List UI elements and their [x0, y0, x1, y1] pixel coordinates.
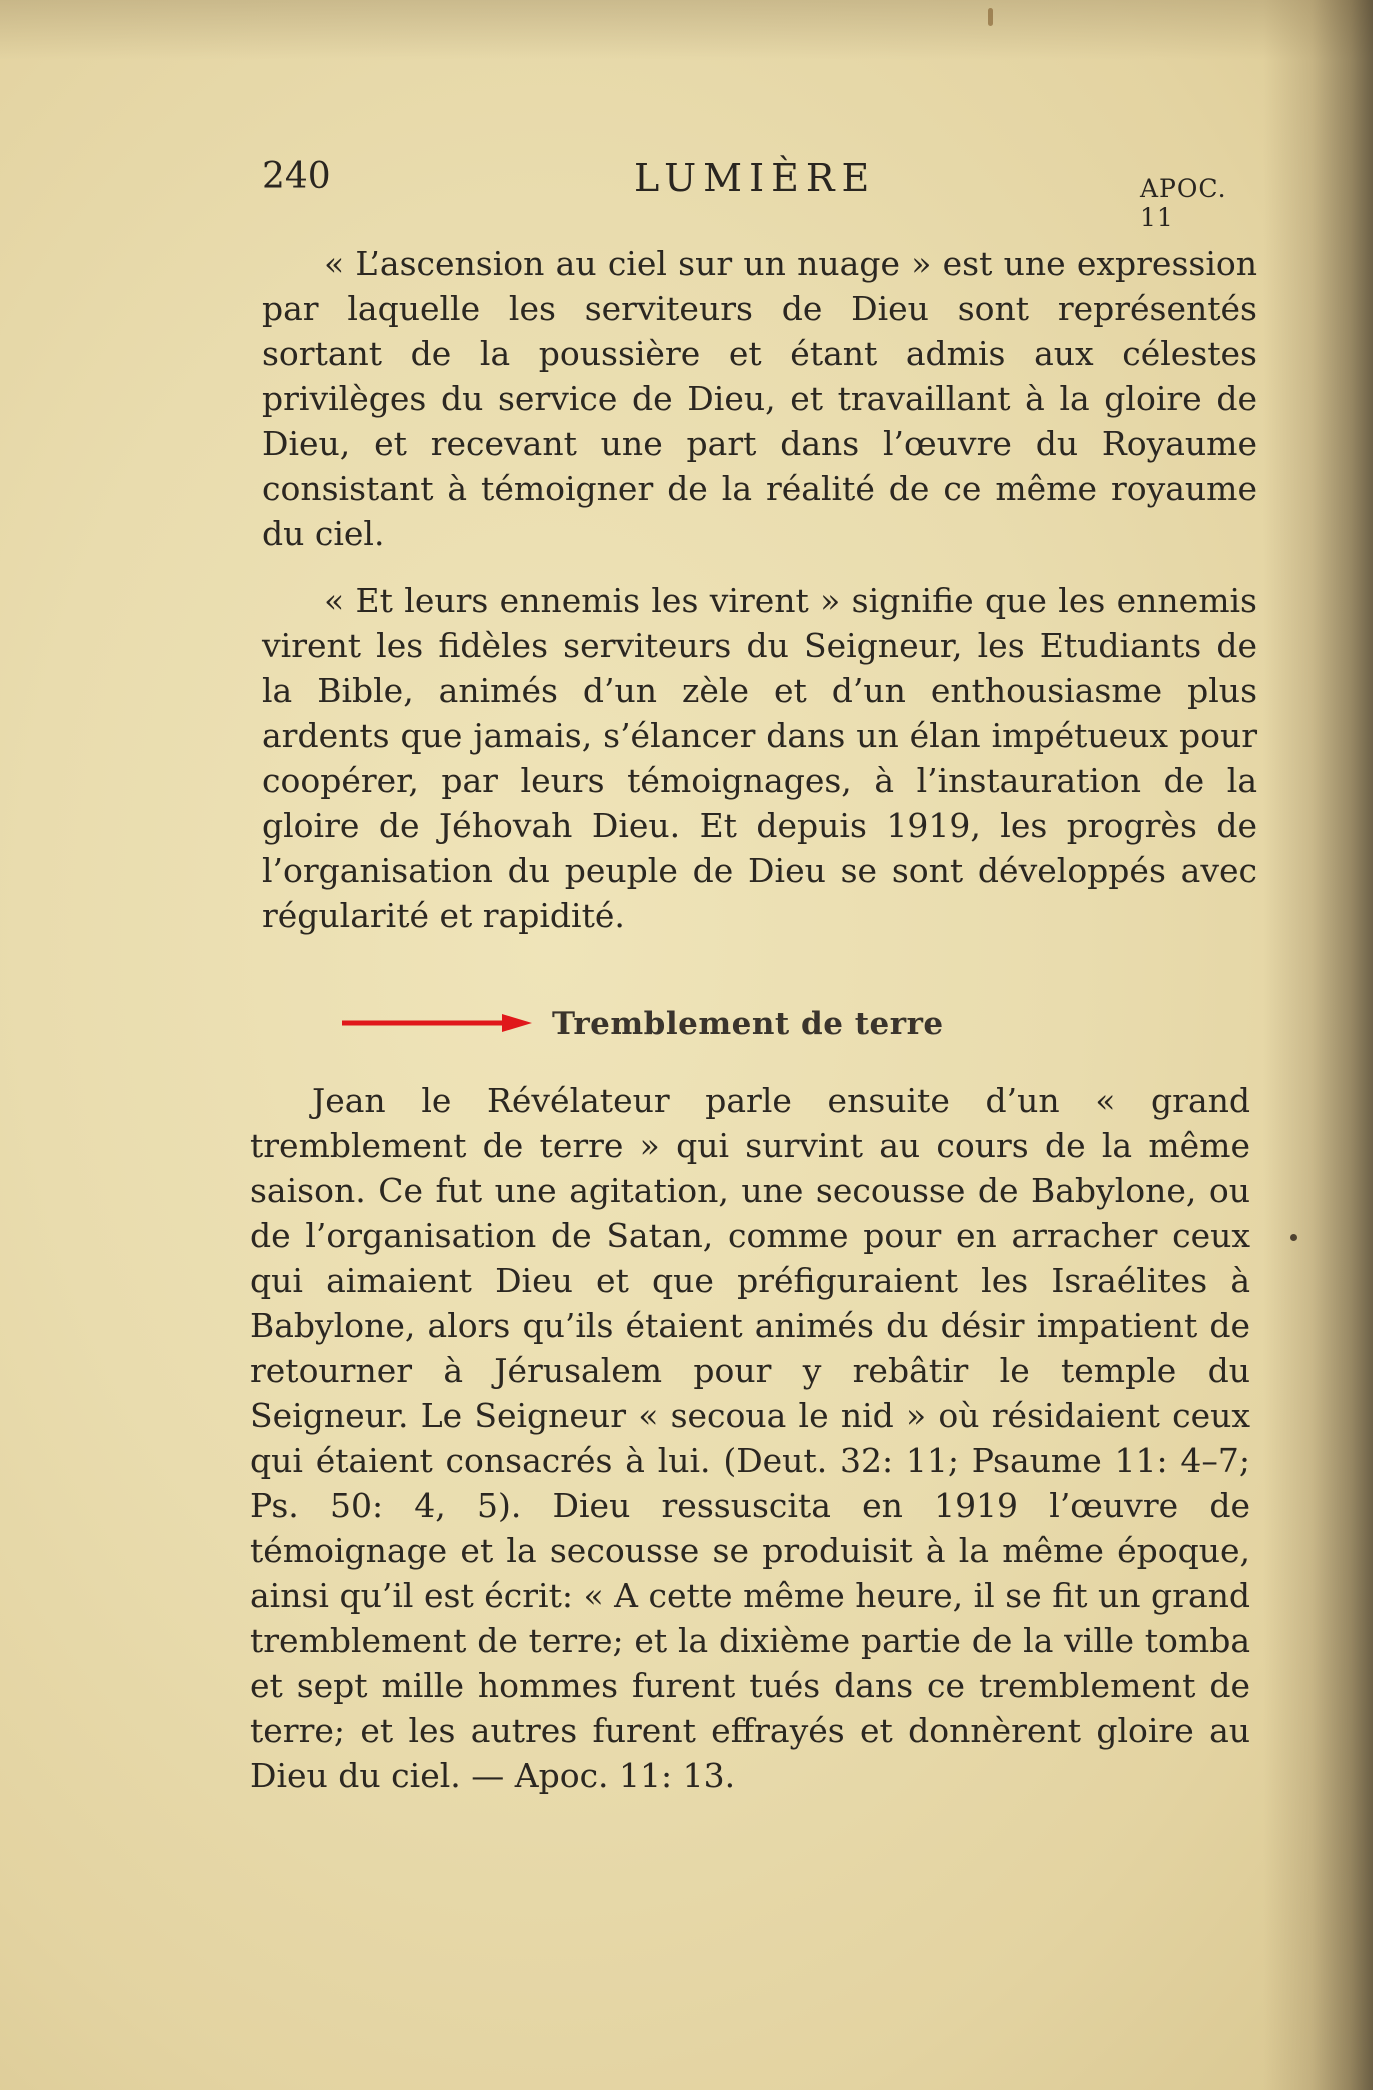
red-arrow-icon — [342, 1011, 532, 1035]
paragraph-text: « Et leurs ennemis les virent » signifie que les ennemis virent les fidèles serviteurs du Seigneur, les Etudiants de la Bible, animés d’un zèle et d’un enthousiasme plus ardents que jamais, s’élancer dans un élan impétueux pour coopérer, par leurs témoignages, à l’instauration de la gloire de Jéhovah Dieu. Et depuis 1919, les progrès de l’organisation du peuple de Dieu se sont développés avec régularité et rapidité. — [262, 581, 1257, 935]
page-number: 240 — [262, 156, 331, 197]
chapter-reference: APOC. 11 — [1140, 174, 1227, 232]
paragraph-text: « L’ascension au ciel sur un nuage » est une expression par laquelle les serviteurs de Dieu sont représentés sortant de la poussière et étant admis aux célestes privilèges du service de Dieu, et travaillant à la gloire de Dieu, et recevant une part dans l’œuvre du Royaume consistant à témoigner de la réalité de ce même royaume du ciel. — [262, 244, 1257, 553]
paragraph-text: Jean le Révélateur parle ensuite d’un « grand tremblement de terre » qui survint au cours de la même saison. Ce fut une agitation, une secousse de Babylone, ou de l’organisation de Satan, comme pour en arracher ceux qui aimaient Dieu et que préfiguraient les Israélites à Babylone, alors qu’ils étaient animés du désir impatient de retourner à Jérusalem pour y rebâtir le temple du Seigneur. Le Seigneur « secoua le nid » où résidaient ceux qui étaient consacrés à lui. (Deut. 32: 11; Psaume 11: 4–7; Ps. 50: 4, 5). Dieu ressuscita en 1919 l’œuvre de témoignage et la secousse se produisit à la même époque, ainsi qu’il est écrit: « A cette même heure, il se fit un grand tremblement de terre; et la dixième partie de la ville tomba et sept mille hommes furent tués dans ce tremblement de terre; et les autres furent effrayés et donnèrent gloire au Dieu du ciel. — Apoc. 11: 13. — [250, 1081, 1250, 1795]
running-head — [262, 150, 1262, 232]
book-title: LUMIÈRE — [634, 156, 877, 200]
page-speck — [1290, 1234, 1297, 1241]
paragraph-ascension — [262, 241, 1257, 556]
ink-smudge — [988, 8, 993, 26]
paragraph-enemies — [262, 578, 1257, 938]
paragraph-earthquake — [250, 1078, 1250, 1798]
section-heading: Tremblement de terre — [552, 1006, 944, 1042]
